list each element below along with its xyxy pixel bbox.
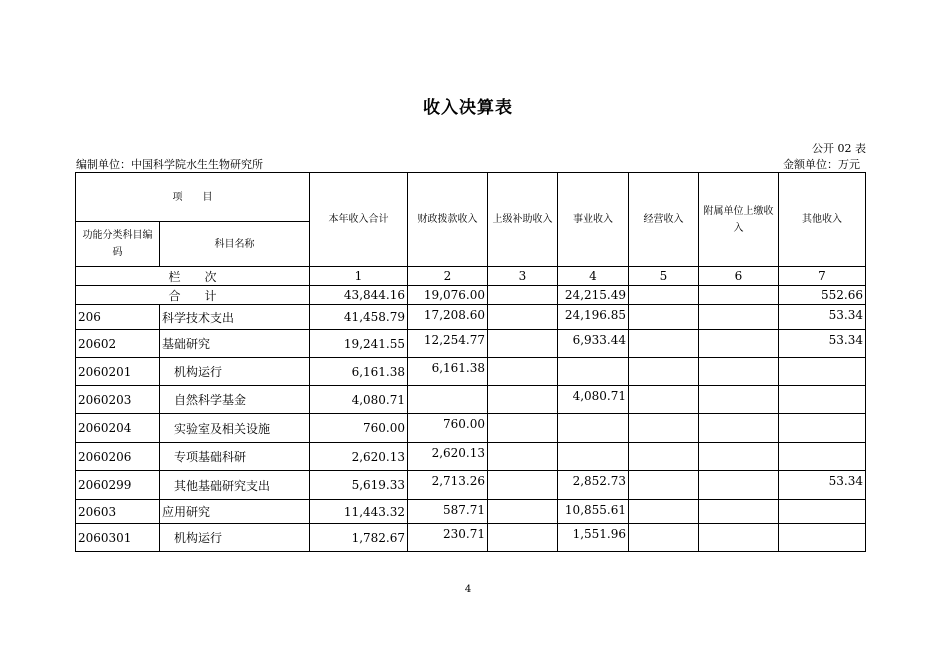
function-code-cell: 2060206 (76, 443, 160, 471)
function-code-cell: 20603 (76, 500, 160, 524)
amount-cell (779, 358, 866, 386)
header-col-fiscal: 财政拨款收入 (408, 173, 488, 267)
amount-cell (488, 386, 558, 414)
income-final-accounts-table (75, 172, 866, 552)
form-code: 公开 02 表 (812, 142, 866, 155)
amount-cell: 1,551.96 (558, 524, 629, 552)
column-index-row (76, 267, 866, 286)
amount-cell: 12,254.77 (408, 330, 488, 358)
amount-cell (779, 500, 866, 524)
function-code-cell: 2060204 (76, 414, 160, 443)
amount-cell (699, 500, 779, 524)
amount-cell (629, 524, 699, 552)
table-row (76, 414, 866, 443)
amount-cell: 11,443.32 (310, 500, 408, 524)
header-col-affiliate: 附属单位上缴收入 (699, 173, 779, 267)
amount-cell (779, 414, 866, 443)
amount-cell (629, 443, 699, 471)
amount-cell (699, 305, 779, 330)
column-index-1: 1 (310, 267, 408, 286)
subject-name-cell: 专项基础科研 (160, 443, 310, 471)
amount-cell (779, 524, 866, 552)
amount-cell: 53.34 (779, 471, 866, 500)
function-code-cell: 2060301 (76, 524, 160, 552)
header-col-business: 事业收入 (558, 173, 629, 267)
amount-cell: 41,458.79 (310, 305, 408, 330)
amount-cell: 4,080.71 (558, 386, 629, 414)
amount-cell: 24,196.85 (558, 305, 629, 330)
amount-cell: 1,782.67 (310, 524, 408, 552)
amount-cell (488, 471, 558, 500)
table-row (76, 330, 866, 358)
amount-cell (779, 386, 866, 414)
table-row (76, 305, 866, 330)
function-code-cell: 20602 (76, 330, 160, 358)
header-col-total: 本年收入合计 (310, 173, 408, 267)
amount-cell (699, 443, 779, 471)
amount-cell (629, 500, 699, 524)
amount-cell: 760.00 (408, 414, 488, 443)
amount-cell (488, 524, 558, 552)
header-col-superior: 上级补助收入 (488, 173, 558, 267)
amount-cell (629, 330, 699, 358)
column-index-4: 4 (558, 267, 629, 286)
amount-cell (488, 358, 558, 386)
amount-cell (558, 358, 629, 386)
amount-cell (699, 471, 779, 500)
amount-cell: 2,620.13 (408, 443, 488, 471)
amount-cell (699, 330, 779, 358)
amount-cell (558, 414, 629, 443)
total-value (699, 286, 779, 305)
amount-cell (488, 330, 558, 358)
amount-cell (629, 386, 699, 414)
amount-cell (408, 386, 488, 414)
amount-cell: 17,208.60 (408, 305, 488, 330)
amount-cell (488, 443, 558, 471)
total-value (629, 286, 699, 305)
amount-cell (629, 414, 699, 443)
amount-unit: 金额单位：万元 (783, 158, 860, 171)
compiling-unit: 编制单位：中国科学院水生生物研究所 (76, 158, 263, 171)
subject-name-cell: 机构运行 (160, 358, 310, 386)
subject-name-cell: 实验室及相关设施 (160, 414, 310, 443)
function-code-cell: 206 (76, 305, 160, 330)
amount-cell: 6,161.38 (310, 358, 408, 386)
amount-cell (699, 358, 779, 386)
table-row (76, 358, 866, 386)
header-col-operating: 经营收入 (629, 173, 699, 267)
subject-name-cell: 自然科学基金 (160, 386, 310, 414)
function-code-cell: 2060201 (76, 358, 160, 386)
amount-cell (779, 443, 866, 471)
header-subject-name: 科目名称 (160, 222, 310, 267)
amount-cell (488, 500, 558, 524)
total-value: 552.66 (779, 286, 866, 305)
total-value: 19,076.00 (408, 286, 488, 305)
column-index-6: 6 (699, 267, 779, 286)
subject-name-cell: 其他基础研究支出 (160, 471, 310, 500)
total-value: 24,215.49 (558, 286, 629, 305)
subject-name-cell: 应用研究 (160, 500, 310, 524)
function-code-cell: 2060203 (76, 386, 160, 414)
amount-cell: 2,620.13 (310, 443, 408, 471)
amount-cell: 6,933.44 (558, 330, 629, 358)
page-number: 4 (464, 584, 472, 595)
amount-cell (488, 414, 558, 443)
amount-cell: 6,161.38 (408, 358, 488, 386)
header-row-1 (76, 173, 866, 222)
table-row (76, 524, 866, 552)
column-index-3: 3 (488, 267, 558, 286)
column-index-7: 7 (779, 267, 866, 286)
table-row (76, 443, 866, 471)
report-title: 收入决算表 (423, 98, 513, 118)
header-func-code: 功能分类科目编码 (76, 222, 160, 267)
amount-cell (629, 305, 699, 330)
amount-cell (488, 305, 558, 330)
header-item: 项 目 (76, 173, 310, 222)
amount-cell: 230.71 (408, 524, 488, 552)
amount-cell (629, 471, 699, 500)
subject-name-cell: 科学技术支出 (160, 305, 310, 330)
amount-cell: 53.34 (779, 305, 866, 330)
amount-cell: 4,080.71 (310, 386, 408, 414)
amount-cell (699, 414, 779, 443)
total-value (488, 286, 558, 305)
amount-cell (629, 358, 699, 386)
amount-cell (699, 386, 779, 414)
column-index-5: 5 (629, 267, 699, 286)
amount-cell: 5,619.33 (310, 471, 408, 500)
subject-name-cell: 基础研究 (160, 330, 310, 358)
table-row (76, 386, 866, 414)
table-row (76, 500, 866, 524)
amount-cell: 760.00 (310, 414, 408, 443)
column-index-2: 2 (408, 267, 488, 286)
header-col-other: 其他收入 (779, 173, 866, 267)
amount-cell: 10,855.61 (558, 500, 629, 524)
amount-cell (558, 443, 629, 471)
amount-cell: 19,241.55 (310, 330, 408, 358)
column-index-label: 栏 次 (76, 267, 310, 286)
amount-cell: 2,852.73 (558, 471, 629, 500)
total-row (76, 286, 866, 305)
amount-cell (699, 524, 779, 552)
amount-cell: 587.71 (408, 500, 488, 524)
subject-name-cell: 机构运行 (160, 524, 310, 552)
total-value: 43,844.16 (310, 286, 408, 305)
total-label: 合 计 (76, 286, 310, 305)
amount-cell: 2,713.26 (408, 471, 488, 500)
table-row (76, 471, 866, 500)
function-code-cell: 2060299 (76, 471, 160, 500)
amount-cell: 53.34 (779, 330, 866, 358)
